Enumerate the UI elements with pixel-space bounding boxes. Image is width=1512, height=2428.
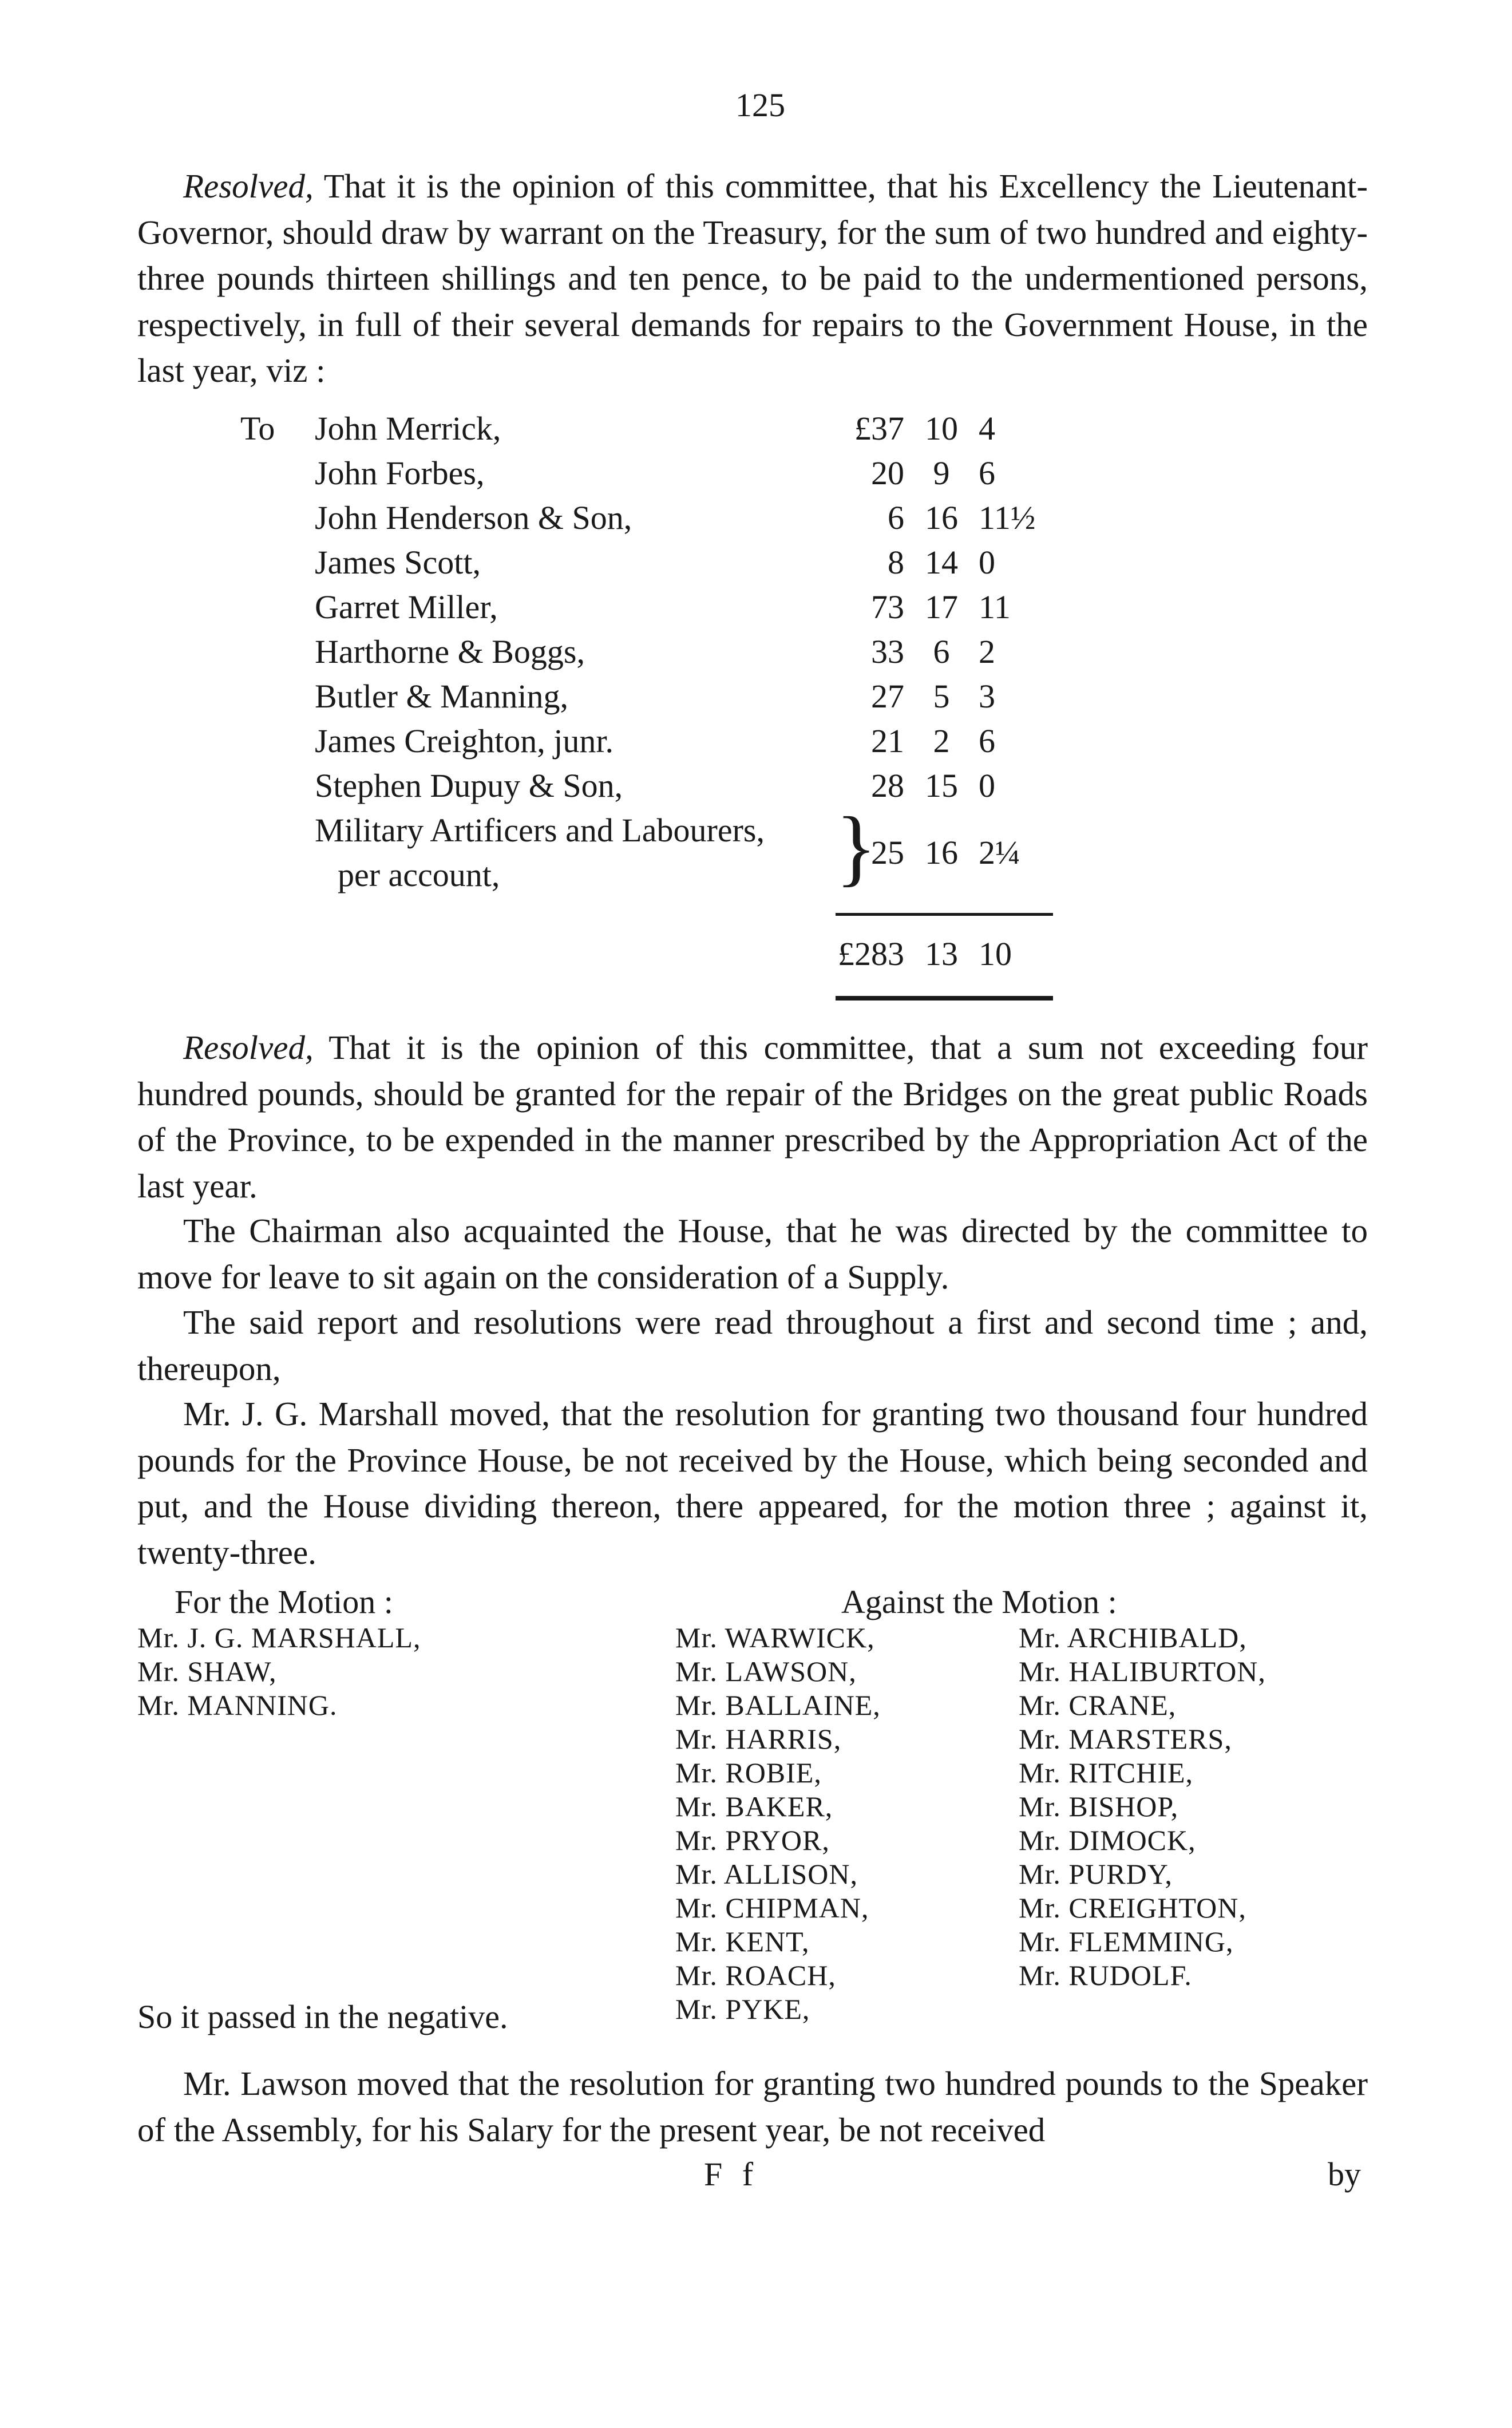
voter-name: Mr. ALLISON, [675, 1858, 858, 1890]
voter-name: Mr. BISHOP, [1019, 1790, 1179, 1822]
pence: 0 [979, 544, 995, 581]
total-shillings: 13 [925, 935, 958, 972]
payee-name: Stephen Dupuy & Son, [315, 767, 623, 804]
voter-name: Mr. CRANE, [1019, 1689, 1177, 1721]
payee-name: Harthorne & Boggs, [315, 633, 585, 670]
account-row [240, 409, 1099, 454]
voter-name: Mr. WARWICK, [675, 1622, 875, 1654]
to-label: To [240, 410, 275, 447]
marshall-motion-paragraph: Mr. J. G. Marshall moved, that the resolution for granting two thousand four hundred pounds for the Province House, be not received by the House, which being seconded and put, and the House dividing thereon, there appeared, for the motion three ; against it, twenty-three. [137, 1395, 1368, 1571]
account-row [240, 499, 1099, 543]
against-motion-list-2 [1019, 1621, 1266, 1992]
voter-name: Mr. BALLAINE, [675, 1689, 881, 1721]
lawson-motion-paragraph: Mr. Lawson moved that the resolution for granting two hundred pounds to the Speaker of the Assembly, for his Salary for the present year, be not received [137, 2065, 1368, 2149]
resolution-text: That it is the opinion of this committee, that his Excellency the Lieutenant-Governor, should draw by warrant on the Treasury, for the sum of two hundred and eighty-three pounds thirteen shillings and ten pence, to be paid to the undermentioned persons, respectively, in full of their several demands for repairs to the Government House, in the last year, viz : [137, 167, 1368, 389]
pounds: 25 [871, 834, 904, 871]
account-total [240, 935, 1099, 979]
pounds: 33 [871, 633, 904, 670]
voter-name: Mr. DIMOCK, [1019, 1824, 1196, 1856]
account-row [240, 722, 1099, 766]
shillings: 6 [933, 633, 950, 670]
payee-name: James Creighton, junr. [315, 722, 613, 760]
pence: 11 [979, 588, 1011, 626]
voter-name: Mr. BAKER, [675, 1790, 833, 1822]
pounds: 73 [871, 588, 904, 626]
shillings: 5 [933, 678, 950, 715]
pence: 3 [979, 678, 995, 715]
total-pounds: £283 [838, 935, 904, 972]
pounds: 28 [871, 767, 904, 804]
account-row [240, 543, 1099, 588]
page-number: 125 [735, 86, 785, 124]
against-motion-heading: Against the Motion : [841, 1583, 1117, 1620]
pounds: 20 [871, 454, 904, 492]
total-double-rule [836, 996, 1053, 1001]
account-row [240, 677, 1099, 722]
voter-name: Mr. FLEMMING, [1019, 1925, 1234, 1958]
payee-name: John Merrick, [315, 410, 501, 447]
for-motion-list [137, 1621, 421, 1722]
pence: 6 [979, 722, 995, 760]
account-row [240, 588, 1099, 632]
shillings: 9 [933, 454, 950, 492]
total-pence: 10 [979, 935, 1012, 972]
resolved-lead: Resolved, [183, 167, 314, 205]
account-row-military-amount [240, 833, 1099, 878]
pence: 2 [979, 633, 995, 670]
resolution-text: That it is the opinion of this committee, that a sum not exceeding four hundred pounds, should be granted for the repair of the Bridges on the great public Roads of the Province, to be expended in the manner prescribed by the Appropriation Act of the last year. [137, 1029, 1368, 1205]
voter-name: Mr. ROBIE, [675, 1757, 822, 1789]
resolution-paragraph-1 [137, 163, 1368, 394]
voter-name: Mr. SHAW, [137, 1655, 277, 1687]
voter-name: Mr. CHIPMAN, [675, 1892, 869, 1924]
pence: 2¼ [979, 834, 1020, 871]
voter-name: Mr. ARCHIBALD, [1019, 1622, 1247, 1654]
payee-name: John Henderson & Son, [315, 499, 632, 536]
pounds: 8 [888, 544, 904, 581]
voter-name: Mr. HARRIS, [675, 1723, 842, 1755]
payee-name: Military Artificers and Labourers, [315, 812, 765, 849]
voter-name: Mr. LAWSON, [675, 1655, 857, 1687]
catchword: by [1328, 2156, 1361, 2193]
voter-name: Mr. J. G. MARSHALL, [137, 1622, 421, 1654]
shillings: 14 [925, 544, 958, 581]
shillings: 16 [925, 499, 958, 536]
payee-name: Garret Miller, [315, 588, 498, 626]
resolution-paragraph-2 [137, 1025, 1368, 1209]
voter-name: Mr. HALIBURTON, [1019, 1655, 1266, 1687]
shillings: 17 [925, 588, 958, 626]
payee-name: Butler & Manning, [315, 678, 569, 715]
voter-name: Mr. RITCHIE, [1019, 1757, 1194, 1789]
for-motion-heading: For the Motion : [175, 1583, 393, 1620]
account-row [240, 766, 1099, 811]
account-row [240, 454, 1099, 499]
against-motion-list-1 [675, 1621, 881, 2026]
report-read-paragraph: The said report and resolutions were read throughout a first and second time ; and, thereupon, [137, 1303, 1368, 1387]
voter-name: Mr. PRYOR, [675, 1824, 830, 1856]
pence: 4 [979, 410, 995, 447]
voter-name: Mr. PYKE, [675, 1993, 810, 2025]
negative-result: So it passed in the negative. [137, 1998, 508, 2035]
voter-name: Mr. ROACH, [675, 1959, 836, 1991]
signature-mark: F f [704, 2156, 759, 2193]
chairman-paragraph: The Chairman also acquainted the House, that he was directed by the committee to move for leave to sit again on the consideration of a Supply. [137, 1212, 1368, 1296]
shillings: 16 [925, 834, 958, 871]
pence: 0 [979, 767, 995, 804]
pounds: 27 [871, 678, 904, 715]
voter-name: Mr. MARSTERS, [1019, 1723, 1232, 1755]
voter-name: Mr. KENT, [675, 1925, 810, 1958]
pence: 6 [979, 454, 995, 492]
voter-name: Mr. PURDY, [1019, 1858, 1173, 1890]
payee-name: John Forbes, [315, 454, 485, 492]
sum-rule [836, 913, 1053, 916]
pounds: £37 [854, 410, 904, 447]
account-row [240, 632, 1099, 677]
resolved-lead: Resolved, [183, 1029, 314, 1066]
pence: 11½ [979, 499, 1036, 536]
pounds: 6 [888, 499, 904, 536]
shillings: 15 [925, 767, 958, 804]
voter-name: Mr. MANNING. [137, 1689, 338, 1721]
payee-name: James Scott, [315, 544, 481, 581]
shillings: 2 [933, 722, 950, 760]
pounds: 21 [871, 722, 904, 760]
voter-name: Mr. RUDOLF. [1019, 1959, 1192, 1991]
shillings: 10 [925, 410, 958, 447]
brace-icon: } [836, 800, 877, 895]
voter-name: Mr. CREIGHTON, [1019, 1892, 1246, 1924]
payee-name-cont: per account, [338, 856, 500, 893]
